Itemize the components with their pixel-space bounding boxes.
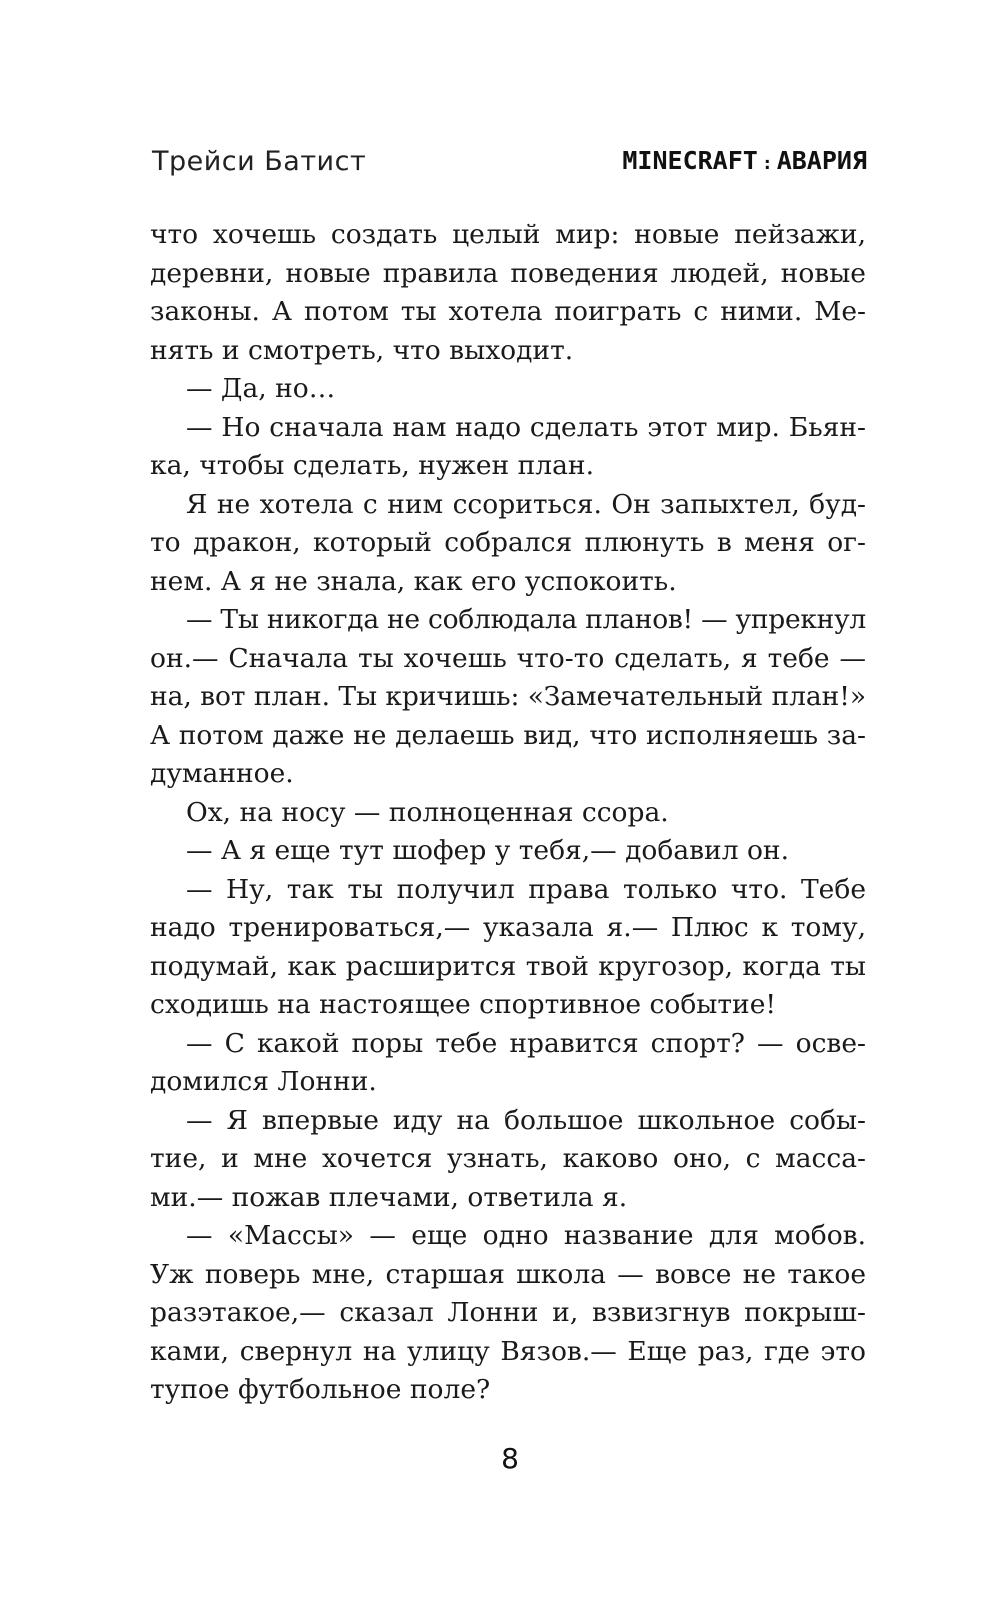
running-head-title-separator: : — [761, 153, 773, 174]
text-line: законы. А потом ты хотела поиграть с ними. Ме- — [150, 296, 866, 327]
text-line: — С какой поры тебе нравится спорт? — осве- — [186, 1027, 866, 1059]
text-line: думанное. — [150, 758, 294, 789]
text-line: — «Массы» — еще одно название для мобов. — [186, 1220, 866, 1251]
running-head-author: Трейси Батист — [152, 146, 367, 177]
text-line: ка, чтобы сделать, нужен план. — [150, 450, 595, 481]
text-line: А потом даже не делаешь вид, что исполняешь за- — [150, 719, 866, 751]
text-line: домился Лонни. — [150, 1066, 377, 1097]
text-line: на, вот план. Ты кричишь: «Замечательный план!» — [150, 681, 866, 712]
text-line: что хочешь создать целый мир: новые пейзажи, — [150, 219, 866, 250]
text-line: Я не хотела с ним ссориться. Он запыхтел, буд- — [186, 488, 866, 520]
text-line: ми.— пожав плечами, ответила я. — [150, 1181, 628, 1213]
text-line: он.— Сначала ты хочешь что-то сделать, я тебе — — [150, 642, 866, 674]
text-line: Уж поверь мне, старшая школа — вовсе не такое — [150, 1258, 866, 1290]
text-line: — А я еще тут шофер у тебя,— добавил он. — [186, 835, 790, 866]
text-line: тупое футбольное поле? — [150, 1374, 491, 1405]
text-line: — Ну, так ты получил права только что. Тебе — [186, 873, 866, 905]
text-line: то дракон, который собрался плюнуть в меня ог- — [150, 527, 866, 558]
text-line: тие, и мне хочется узнать, каково оно, с масса- — [150, 1143, 866, 1174]
text-line: Ох, на носу — полноценная ссора. — [186, 796, 669, 828]
page-number: 8 — [501, 1442, 519, 1475]
text-line: — Ты никогда не соблюдала планов! — упрекнул — [186, 604, 866, 635]
body-text — [150, 216, 866, 1410]
running-head-title-suffix: АВАРИЯ — [776, 146, 867, 175]
text-line: — Но сначала нам надо сделать этот мир. Бьян- — [186, 411, 866, 443]
running-head-title — [622, 146, 867, 175]
text-line: нять и смотреть, что выходит. — [150, 334, 574, 366]
text-line: разэтакое,— сказал Лонни и, взвизгнув покрыш- — [150, 1297, 866, 1328]
text-line: подумай, как расширится твой кругозор, когда ты — [150, 950, 866, 982]
text-line: ками, свернул на улицу Вязов.— Еще раз, где это — [150, 1335, 866, 1367]
text-line: нем. А я не знала, как его успокоить. — [150, 565, 677, 597]
text-line: — Да, но… — [186, 373, 336, 404]
text-line: сходишь на настоящее спортивное событие! — [150, 989, 777, 1020]
text-line: — Я впервые иду на большое школьное собы- — [186, 1104, 866, 1136]
text-line: надо тренироваться,— указала я.— Плюс к тому, — [150, 912, 866, 943]
text-line: деревни, новые правила поведения людей, новые — [150, 257, 866, 289]
running-head-title-prefix: MINECRAFT — [622, 146, 758, 175]
